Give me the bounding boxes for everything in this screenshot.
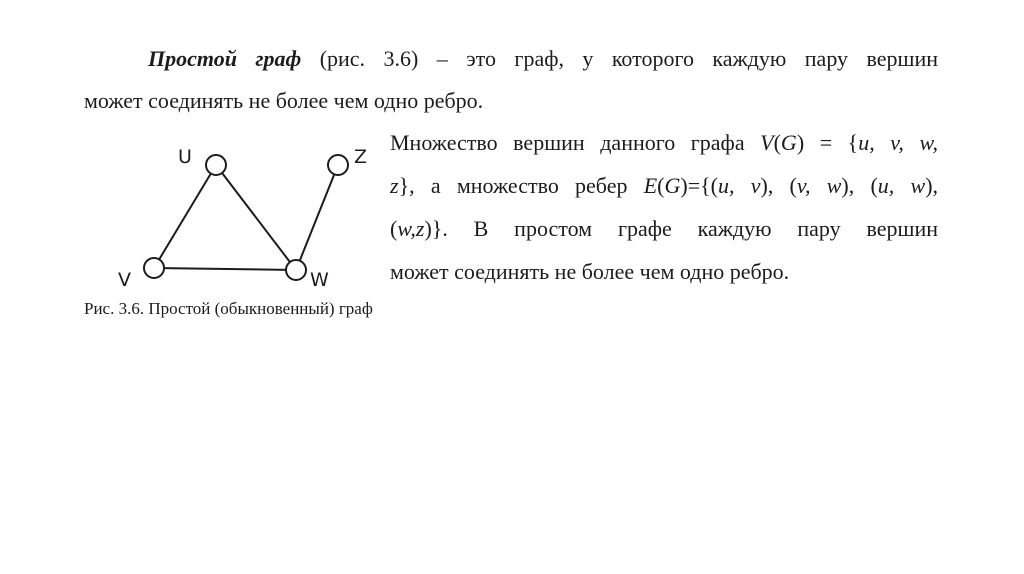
math-V: V: [760, 130, 774, 155]
vertex-label-v: V: [118, 269, 131, 290]
text-span: ), (: [760, 173, 797, 198]
vertex-u: [206, 155, 226, 175]
vertex-v: [144, 258, 164, 278]
definition-line-2: может соединять не более чем одно ребро.: [84, 88, 484, 113]
definition-text: (рис. 3.6) – это граф, у которого каждую пару вершин: [301, 46, 938, 71]
math-edge-uw: u, w: [877, 173, 926, 198]
math-G: G: [780, 130, 797, 155]
edge-u-v: [154, 165, 216, 268]
math-E: E: [643, 173, 658, 198]
vertex-set-line: [390, 130, 938, 156]
text-span: )={(: [680, 173, 718, 198]
simple-graph-rule-line: может соединять не более чем одно ребро.: [390, 259, 790, 284]
text-span: (: [657, 173, 665, 198]
math-edge-wz: w,z: [397, 216, 425, 241]
text-span: ), (: [841, 173, 878, 198]
text-span: ),: [925, 173, 939, 198]
edge-w-z: [296, 165, 338, 270]
math-z: z: [390, 173, 399, 198]
vertex-z: [328, 155, 348, 175]
term-simple-graph: Простой граф: [148, 46, 302, 71]
math-edge-vw: v, w: [796, 173, 842, 198]
math-edge-uv: u, v: [718, 173, 761, 198]
vertex-label-u: U: [178, 146, 192, 168]
edge-set-line: [390, 173, 938, 199]
vertex-label-z: Z: [354, 146, 368, 168]
text-span: (: [773, 130, 781, 155]
text-span: ) = {: [796, 130, 859, 155]
math-G: G: [664, 173, 681, 198]
definition-line-1: [148, 46, 938, 72]
vertex-label-w: W: [310, 269, 329, 290]
figure-caption: Рис. 3.6. Простой (обыкновенный) граф: [84, 299, 373, 318]
vertex-w: [286, 260, 306, 280]
text-span: (: [390, 216, 398, 241]
edge-v-w: [154, 268, 296, 270]
text-span: Множество вершин данного графа: [390, 130, 761, 155]
edge-u-w: [216, 165, 296, 270]
text-span: )}. В простом графе каждую пару вершин: [424, 216, 938, 241]
text-span: }, а множество ребер: [398, 173, 644, 198]
math-vertex-set: u, v, w,: [858, 130, 938, 155]
edge-set-line-2: [390, 216, 938, 242]
simple-graph-figure: [100, 130, 380, 290]
